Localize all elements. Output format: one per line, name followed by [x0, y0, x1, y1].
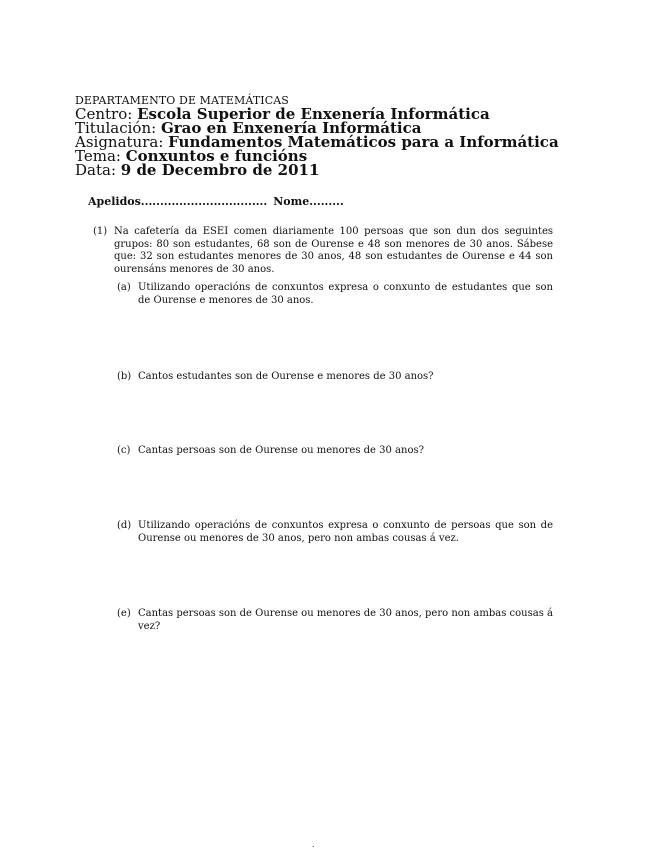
question-1	[93, 226, 553, 276]
document-header	[75, 94, 595, 177]
subquestion-label: (d)	[117, 520, 132, 531]
page-footer-mark: .	[312, 840, 315, 849]
asignatura-value: Fundamentos Matemáticos para a Informática	[168, 133, 559, 151]
data-value: 9 de Decembro de 2011	[120, 161, 320, 179]
titulacion-value: Grao en Enxenería Informática	[160, 119, 422, 137]
question-number: (1)	[93, 226, 108, 237]
subquestion-label: (c)	[117, 445, 131, 456]
student-name-fields	[88, 195, 344, 208]
tema-label: Tema:	[75, 147, 121, 165]
subquestion-text: Cantas persoas son de Ourense ou menores de 30 anos, pero non ambas cousas á vez?	[138, 608, 553, 632]
subquestion-e	[117, 608, 553, 633]
subquestion-text: Utilizando operacións de conxuntos expresa o conxunto de persoas que son de Ourense ou menores de 30 anos, pero non ambas cousas á vez.	[138, 520, 553, 544]
titulacion-label: Titulación:	[75, 119, 157, 137]
subquestion-text: Cantos estudantes son de Ourense e menores de 30 anos?	[138, 371, 434, 382]
subquestion-a	[117, 282, 553, 307]
centro-value: Escola Superior de Enxenería Informática	[137, 105, 490, 123]
asignatura-label: Asignatura:	[75, 133, 164, 151]
question-statement: Na cafetería da ESEI comen diariamente 100 persoas que son dun dos seguintes grupos: 80 son estudantes, 68 son de Ourense e 48 son menores de 30 anos. Sábese que: 32 son estudantes menores de 30 anos, 48 son estudantes de Ourense e 44 son ourensáns menores de 30 anos.	[114, 226, 553, 275]
centro-label: Centro:	[75, 105, 133, 123]
subquestion-c	[117, 445, 553, 458]
tema-value: Conxuntos e funcións	[125, 147, 308, 165]
subquestion-text: Cantas persoas son de Ourense ou menores de 30 anos?	[138, 445, 424, 456]
apelidos-field[interactable]: Apelidos.................................	[88, 195, 268, 208]
subquestion-label: (b)	[117, 371, 132, 382]
data-line	[75, 163, 595, 177]
department-name: DEPARTAMENTO DE MATEMÁTICAS	[75, 94, 289, 107]
subquestion-text: Utilizando operacións de conxuntos expresa o conxunto de estudantes que son de Ourense e menores de 30 anos.	[138, 282, 553, 306]
subquestion-b	[117, 371, 553, 384]
subquestion-label: (a)	[117, 282, 131, 293]
subquestion-label: (e)	[117, 608, 131, 619]
subquestion-d	[117, 520, 553, 545]
data-label: Data:	[75, 161, 116, 179]
nome-field[interactable]: Nome.........	[273, 195, 344, 208]
